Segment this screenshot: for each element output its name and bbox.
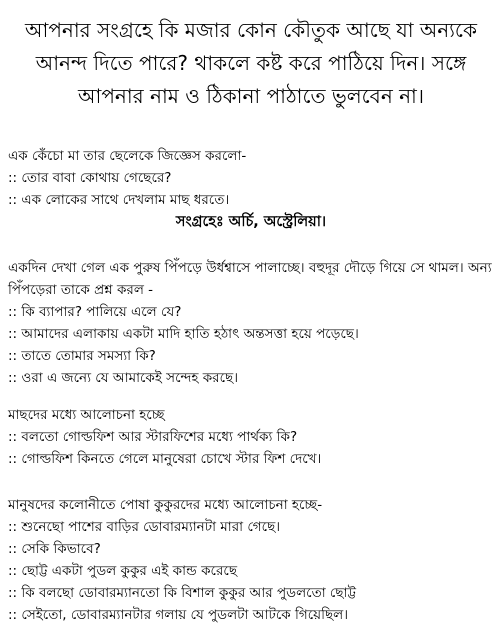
- joke-fish: [8, 404, 494, 470]
- joke-line: :: তোর বাবা কোথায় গেছেরে?: [8, 170, 172, 186]
- joke-ant: [8, 257, 494, 389]
- joke-line: :: কি বলছো ডোবারম্যানতো কি বিশাল কুকুর আর পুডলতো ছোট্ট: [8, 585, 357, 601]
- joke-line: এক কেঁচো মা তার ছেলেকে জিজ্ঞেস করলো-: [8, 148, 247, 164]
- joke-line: :: এক লোকের সাথে দেখলাম মাছ ধরতে।: [8, 192, 230, 208]
- submission-notice: [8, 14, 494, 113]
- joke-line: :: গোল্ডফিশ কিনতে গেলে মানুষেরা চোখে স্টার ফিশ দেখে।: [8, 451, 322, 467]
- joke-dogs: [8, 494, 494, 626]
- joke-line: :: বলতো গোল্ডফিশ আর স্টারফিশের মধ্যে পার্থক্য কি?: [8, 429, 298, 445]
- notice-line: আনন্দ দিতে পারে? থাকলে কষ্ট করে পাঠিয়ে দিন। সঙ্গে: [35, 51, 467, 75]
- notice-line: আপনার নাম ও ঠিকানা পাঠাতে ভুলবেন না।: [78, 84, 424, 108]
- joke-line: :: কি ব্যাপার? পালিয়ে এলে যে?: [8, 304, 182, 320]
- joke-credit: সংগ্রহেঃ অর্চি, অস্ট্রেলিয়া।: [175, 214, 327, 230]
- joke-line: :: শুনেছো পাশের বাড়ির ডোবারম্যানটা মারা গেছে।: [8, 519, 281, 535]
- joke-line: :: ছোট্ট একটা পুডল কুকুর এই কান্ড করেছে: [8, 563, 238, 579]
- joke-line: :: আমাদের এলাকায় একটা মাদি হাতি হঠাৎ অন্তসত্তা হয়ে পড়েছে।: [8, 326, 359, 342]
- notice-line: আপনার সংগ্রহে কি মজার কোন কৌতুক আছে যা অন্যকে: [25, 18, 477, 42]
- joke-intro: একদিন দেখা গেল এক পুরুষ পিঁপড়ে উর্ধশ্বাসে পালাচ্ছে। বহুদূর দৌড়ে গিয়ে সে থামল। অন্য পিঁপড়েরা তাকে প্রশ্ন করল -: [8, 260, 492, 298]
- joke-line: মানুষদের কলোনীতে পোষা কুকুরদের মধ্যে আলোচনা হচ্ছে-: [8, 497, 323, 513]
- joke-line: মাছদের মধ্যে আলোচনা হচ্ছে: [8, 407, 165, 423]
- joke-line: :: সেকি কিভাবে?: [8, 541, 101, 557]
- joke-line: :: তাতে তোমার সমস্যা কি?: [8, 348, 156, 364]
- joke-earthworm: [8, 145, 494, 233]
- joke-line: :: ওরা এ জন্যে যে আমাকেই সন্দেহ করছে।: [8, 370, 239, 386]
- joke-line: :: সেইতো, ডোবারম্যানটার গলায় যে পুডলটা আটকে গিয়েছিল।: [8, 607, 349, 623]
